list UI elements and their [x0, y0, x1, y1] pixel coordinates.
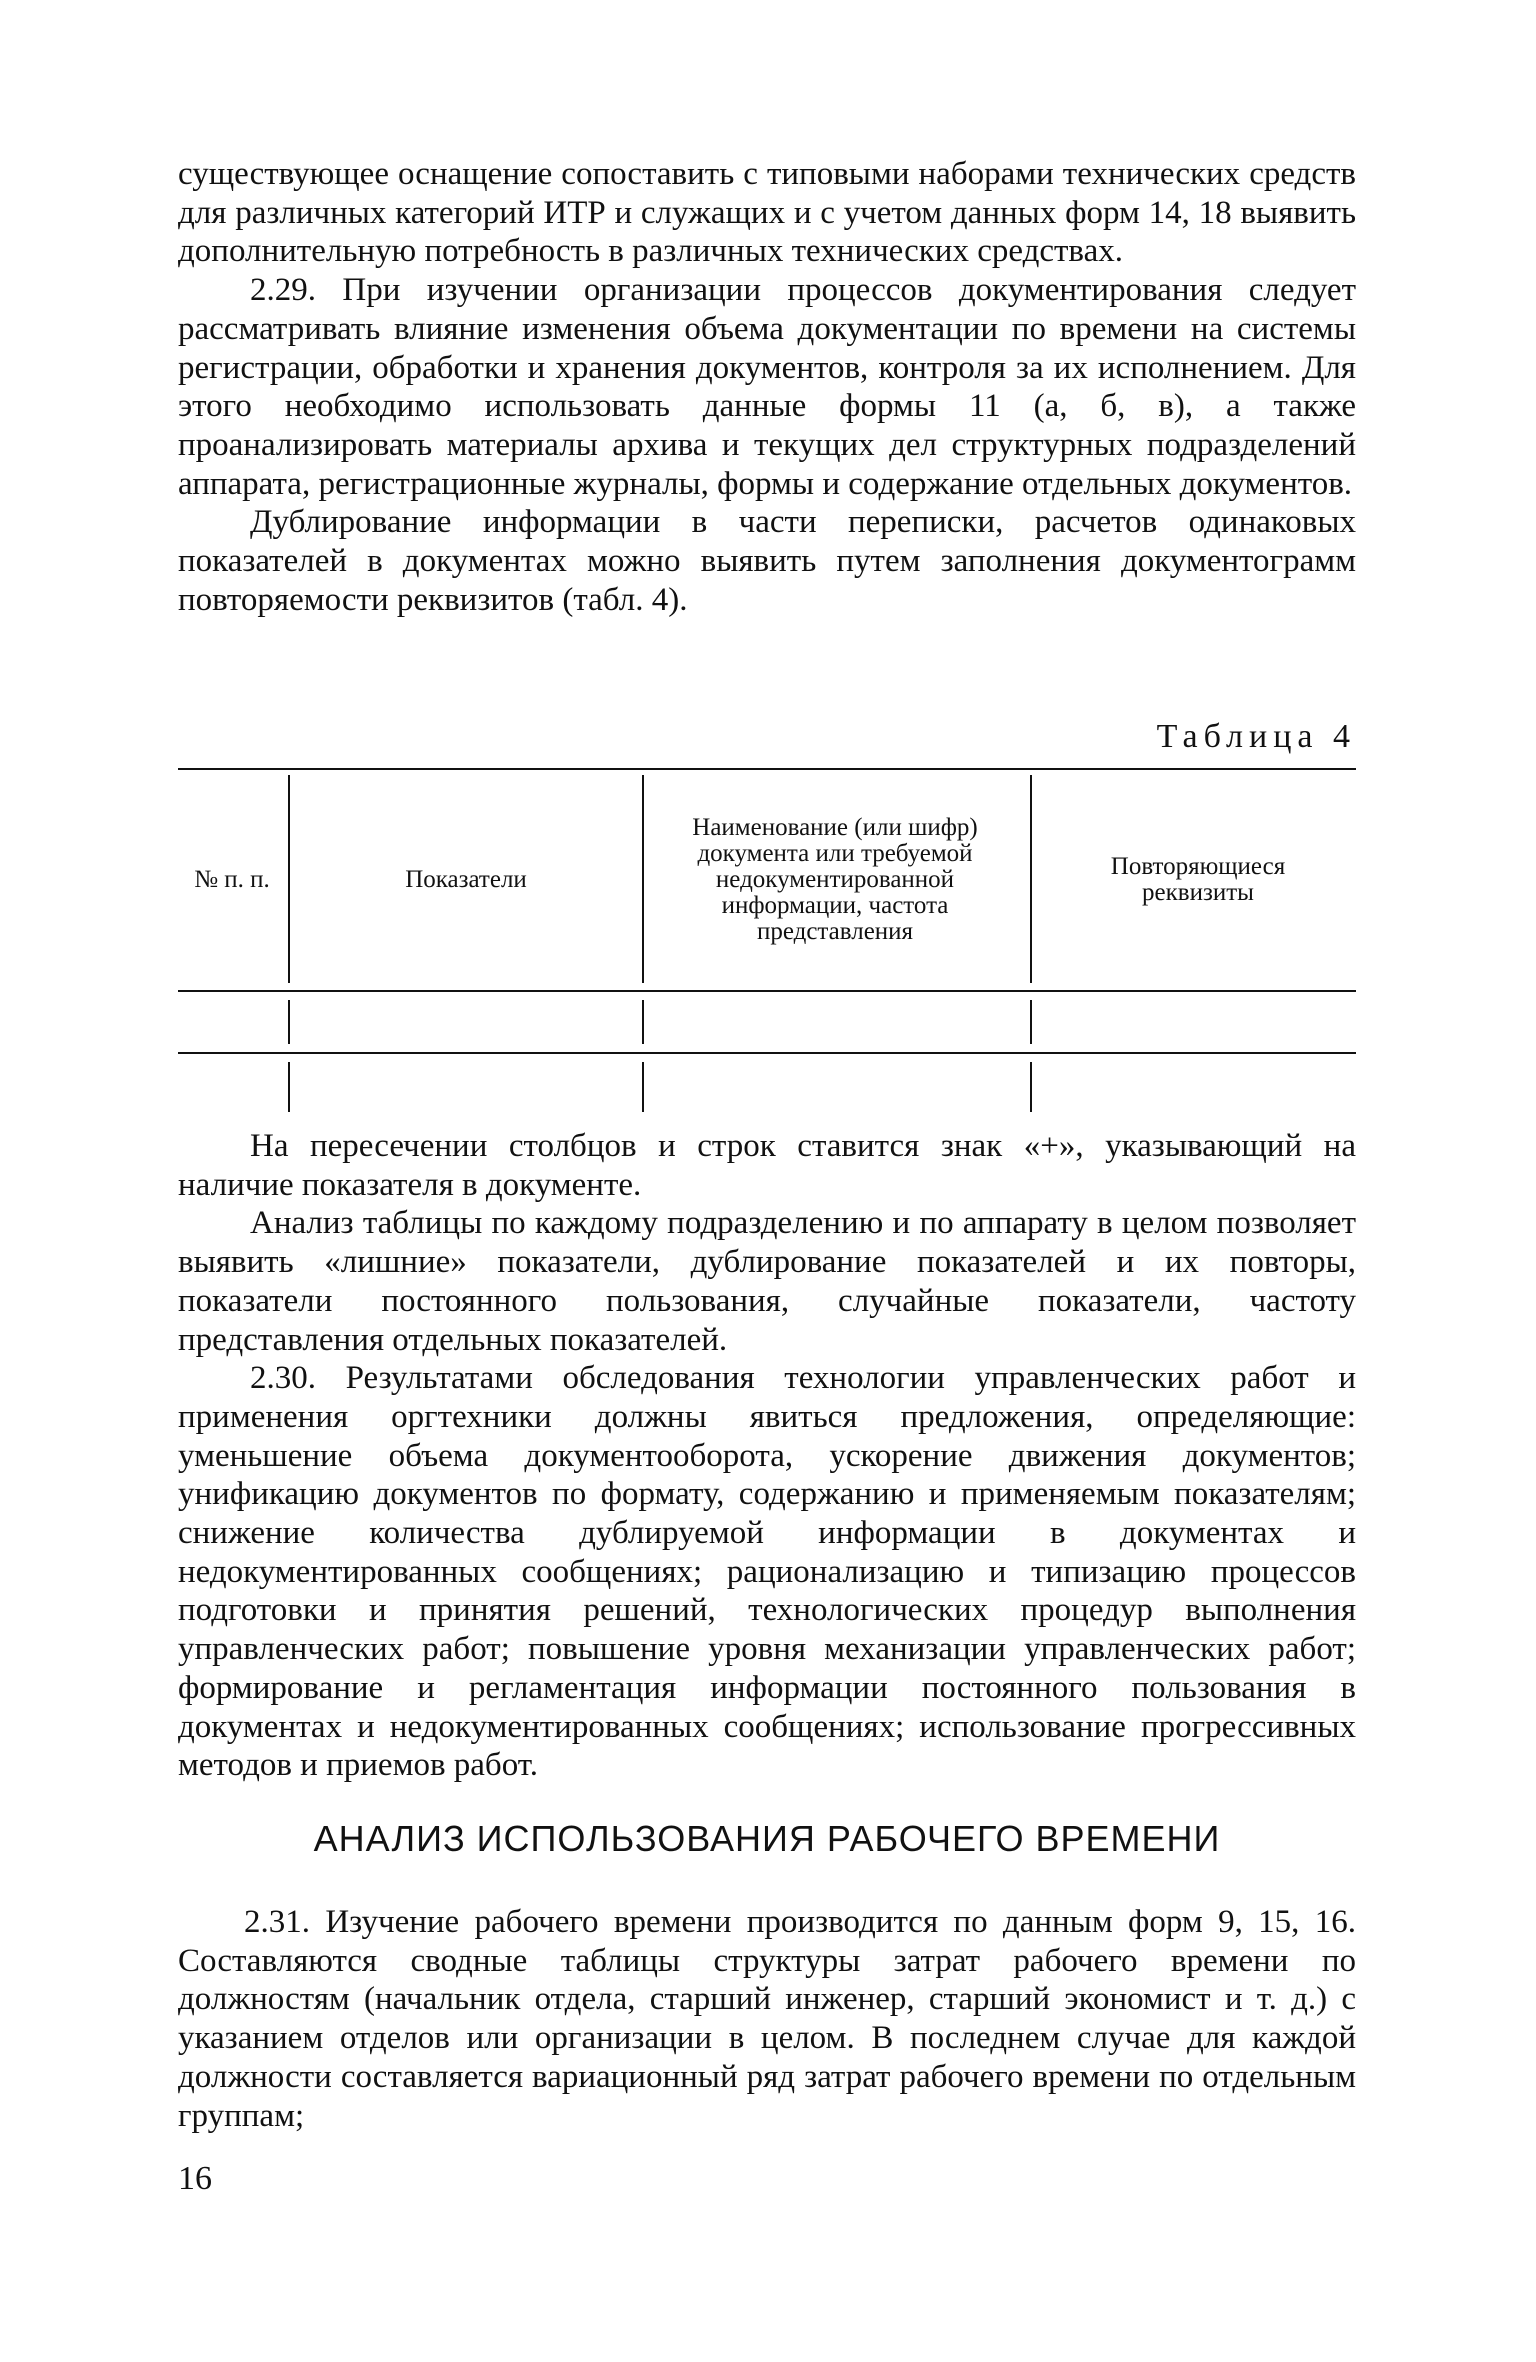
table-col-divider [642, 1000, 644, 1044]
table-caption: Таблица 4 [1156, 718, 1356, 755]
table-top-rule [178, 768, 1356, 770]
table-header-indicators: Показатели [405, 866, 527, 893]
top-text [178, 155, 1356, 619]
table-header-number: № п. п. [194, 866, 270, 893]
table-col-divider [288, 1062, 290, 1112]
table-col-divider [1030, 1062, 1032, 1112]
page-number: 16 [178, 2160, 212, 2197]
bottom-text [178, 1903, 1356, 2135]
table-col-divider [1030, 1000, 1032, 1044]
table-col-divider [288, 775, 290, 983]
table-header-repeated-attributes: Повторяющиеся реквизиты [1110, 853, 1286, 906]
table-col-divider [642, 1062, 644, 1112]
table-col-divider [1030, 775, 1032, 983]
middle-text [178, 1127, 1356, 1785]
table-col-divider [642, 775, 644, 983]
paragraph-2-31: 2.31. Изучение рабочего времени производится по данным форм 9, 15, 16. Составляются сводные таблицы структуры затрат рабочего времени по должностям (начальник отдела, старший инженер, старший экономист и т. д.) с указанием отделов или организации в целом. В последнем случае для каждой должности составляется вариационный ряд затрат рабочего времени по отдельным группам; [178, 1904, 1356, 2134]
table-header-rule [178, 990, 1356, 992]
paragraph-analysis: Анализ таблицы по каждому подразделению и по аппарату в целом позволяет выявить «лишние» показатели, дублирование показателей и их повторы, показатели постоянного пользования, случайные показатели, частоту представления отдельных показателей. [178, 1205, 1356, 1358]
paragraph-duplication: Дублирование информации в части переписки, расчетов одинаковых показателей в документах можно выявить путем заполнения документограмм повторяемости реквизитов (табл. 4). [178, 504, 1356, 618]
paragraph-continuation: существующее оснащение сопоставить с типовыми наборами технических средств для различных категорий ИТР и служащих и с учетом данных форм 14, 18 выявить дополнительную потребность в различных технических средствах. [178, 156, 1356, 270]
table-row-rule [178, 1052, 1356, 1054]
section-title: АНАЛИЗ ИСПОЛЬЗОВАНИЯ РАБОЧЕГО ВРЕМЕНИ [313, 1818, 1221, 1859]
paragraph-intersection: На пересечении столбцов и строк ставится знак «+», указывающий на наличие показателя в документе. [178, 1128, 1356, 1203]
table-col-divider [288, 1000, 290, 1044]
paragraph-2-29: 2.29. При изучении организации процессов документирования следует рассматривать влияние изменения объема документации по времени на системы регистрации, обработки и хранения документов, контроля за их исполнением. Для этого необходимо использовать данные формы 11 (а, б, в), а также проанализировать материалы архива и текущих дел структурных подразделений аппарата, регистрационные журналы, формы и содержание отдельных документов. [178, 272, 1356, 502]
table-header-document-name: Наименование (или шифр) документа или требуемой недокументированной информации, частота представления [692, 814, 978, 945]
paragraph-2-30: 2.30. Результатами обследования технологии управленческих работ и применения оргтехники должны явиться предложения, определяющие: уменьшение объема документооборота, ускорение движения документов; унификацию документов по формату, содержанию и применяемым показателям; снижение количества дублируемой информации в документах и недокументированных сообщениях; рационализацию и типизацию процессов подготовки и принятия решений, технологических процедур выполнения управленческих работ; повышение уровня механизации управленческих работ; формирование и регламентация информации постоянного пользования в документах и недокументированных сообщениях; использование прогрессивных методов и приемов работ. [178, 1360, 1356, 1784]
